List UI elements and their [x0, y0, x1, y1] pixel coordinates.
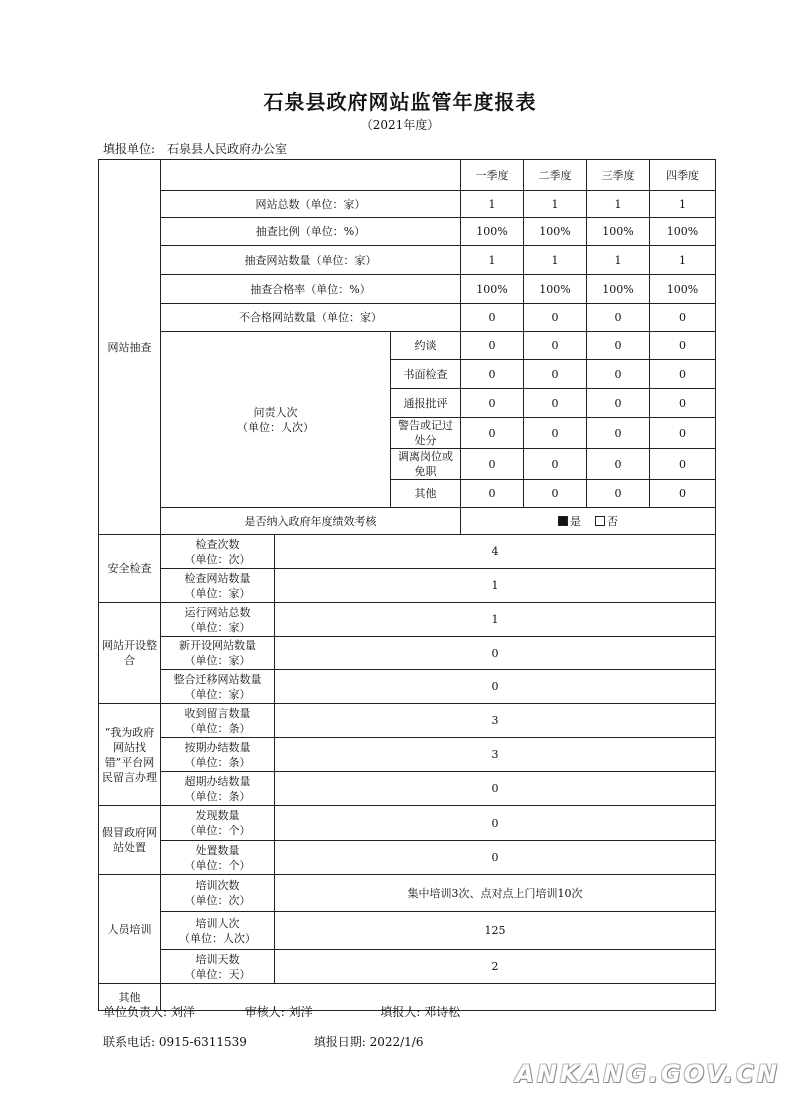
cell-value: 1: [275, 569, 716, 603]
cell-value: 0: [524, 480, 587, 508]
section-message-handling: “我为政府网站找错”平台网民留言办理: [99, 704, 161, 806]
quarter-header: 二季度: [524, 160, 587, 191]
cell-value: 3: [275, 738, 716, 772]
cell-value: 0: [524, 449, 587, 480]
cell-value: 0: [461, 304, 524, 332]
quarter-header: 三季度: [587, 160, 650, 191]
unchecked-box-icon: [595, 516, 605, 526]
table-row: [99, 637, 716, 670]
cell-value: 0: [524, 304, 587, 332]
filler-label: 填报人:: [380, 1005, 421, 1019]
cell-value: 0: [275, 772, 716, 806]
table-row: [99, 704, 716, 738]
report-table: [98, 159, 716, 1011]
section-sampling: 网站抽查: [99, 160, 161, 535]
cell-value: 1: [587, 246, 650, 275]
cell-value: 0: [275, 841, 716, 875]
cell-value: 0: [587, 480, 650, 508]
cell-value: 100%: [461, 275, 524, 304]
table-row: [99, 772, 716, 806]
header-blank: [161, 160, 461, 191]
cell-value: 0: [587, 418, 650, 449]
cell-value: 100%: [461, 218, 524, 246]
table-row: [99, 275, 716, 304]
table-row: [99, 191, 716, 218]
checked-box-icon: [558, 516, 568, 526]
row-label: 约谈: [391, 332, 461, 360]
cell-value: 0: [587, 449, 650, 480]
cell-value: 0: [650, 389, 716, 418]
cell-value: 3: [275, 704, 716, 738]
head-value: 刘洋: [170, 1005, 195, 1019]
phone-label: 联系电话:: [103, 1035, 156, 1049]
cell-value: 0: [587, 332, 650, 360]
section-training: 人员培训: [99, 875, 161, 984]
cell-value: 集中培训3次、点对点上门培训10次: [275, 875, 716, 912]
cell-value: 100%: [650, 275, 716, 304]
row-label: 收到留言数量 （单位：条）: [161, 704, 275, 738]
table-row: [99, 806, 716, 841]
table-row: [99, 304, 716, 332]
row-label: 培训天数 （单位：天）: [161, 950, 275, 984]
performance-choice: [461, 508, 716, 535]
cell-value: 0: [650, 304, 716, 332]
row-label: 新开设网站数量 （单位：家）: [161, 637, 275, 670]
report-title: 石泉县政府网站监管年度报表: [263, 90, 537, 114]
row-label: 不合格网站数量（单位：家）: [161, 304, 461, 332]
cell-value: 100%: [587, 218, 650, 246]
row-label: 其他: [391, 480, 461, 508]
row-label: 检查网站数量 （单位：家）: [161, 569, 275, 603]
cell-value: 0: [524, 389, 587, 418]
report-year: （2021年度）: [360, 118, 440, 132]
cell-value: 0: [524, 360, 587, 389]
performance-row: [99, 508, 716, 535]
fill-unit-label: 填报单位:: [103, 142, 156, 156]
cell-value: 0: [587, 389, 650, 418]
cell-value: 0: [650, 418, 716, 449]
table-row: [99, 875, 716, 912]
table-row: [99, 912, 716, 950]
row-label: 发现数量 （单位：个）: [161, 806, 275, 841]
head-label: 单位负责人:: [103, 1005, 168, 1019]
phone-value: 0915-6311539: [158, 1035, 247, 1049]
footer-signatures: [103, 1003, 460, 1020]
cell-value: 0: [524, 418, 587, 449]
row-label: 抽查合格率（单位：%）: [161, 275, 461, 304]
accountability-label: [161, 332, 391, 508]
fill-unit: [103, 140, 287, 157]
cell-value: 1: [461, 246, 524, 275]
cell-value: 0: [275, 670, 716, 704]
row-label: 超期办结数量 （单位：条）: [161, 772, 275, 806]
quarter-header: 一季度: [461, 160, 524, 191]
cell-value: 0: [650, 480, 716, 508]
row-label: 调离岗位或免职: [391, 449, 461, 480]
row-label: 检查次数 （单位：次）: [161, 535, 275, 569]
quarter-header-row: [99, 160, 716, 191]
cell-value: 1: [587, 191, 650, 218]
cell-value: 0: [650, 449, 716, 480]
cell-value: 100%: [524, 275, 587, 304]
table-row: [99, 569, 716, 603]
table-row: [99, 246, 716, 275]
cell-value: 0: [587, 360, 650, 389]
cell-value: 0: [275, 806, 716, 841]
accountability-label-line2: （单位：人次）: [237, 420, 314, 434]
cell-value: 4: [275, 535, 716, 569]
row-label: 培训人次 （单位：人次）: [161, 912, 275, 950]
cell-value: 0: [461, 449, 524, 480]
cell-value: 0: [650, 332, 716, 360]
watermark: ANKANG.GOV.CN: [515, 1060, 780, 1088]
cell-value: 1: [650, 191, 716, 218]
row-label: 警告或记过处分: [391, 418, 461, 449]
date-label: 填报日期:: [313, 1035, 366, 1049]
row-label: 培训次数 （单位：次）: [161, 875, 275, 912]
cell-value: 100%: [524, 218, 587, 246]
table-row: [99, 218, 716, 246]
table-row: [99, 535, 716, 569]
performance-no: 否: [607, 514, 619, 528]
cell-value: 0: [461, 418, 524, 449]
table-row: [99, 670, 716, 704]
cell-value: 0: [461, 480, 524, 508]
date-value: 2022/1/6: [369, 1035, 424, 1049]
table-row: [99, 950, 716, 984]
footer-contact: [103, 1033, 423, 1050]
filler-value: 邓诗松: [424, 1005, 461, 1019]
cell-value: 1: [461, 191, 524, 218]
cell-value: 0: [650, 360, 716, 389]
cell-value: 100%: [587, 275, 650, 304]
row-label: 运行网站总数 （单位：家）: [161, 603, 275, 637]
row-label: 抽查比例（单位：%）: [161, 218, 461, 246]
accountability-label-line1: 问责人次: [253, 405, 298, 419]
section-other: 其他: [99, 984, 161, 1011]
row-label: 按期办结数量 （单位：条）: [161, 738, 275, 772]
row-label: 网站总数（单位：家）: [161, 191, 461, 218]
cell-value: 100%: [650, 218, 716, 246]
row-label: 书面检查: [391, 360, 461, 389]
section-site-integration: 网站开设整合: [99, 603, 161, 704]
row-label: 抽查网站数量（单位：家）: [161, 246, 461, 275]
reviewer-value: 刘洋: [288, 1005, 313, 1019]
section-fake-sites: 假冒政府网站处置: [99, 806, 161, 875]
cell-value: 125: [275, 912, 716, 950]
cell-value: 0: [461, 389, 524, 418]
cell-value: 2: [275, 950, 716, 984]
cell-value: 1: [275, 603, 716, 637]
table-row: [99, 332, 716, 360]
cell-value: 0: [275, 637, 716, 670]
cell-value: 1: [524, 246, 587, 275]
row-label: 整合迁移网站数量 （单位：家）: [161, 670, 275, 704]
cell-value: 0: [461, 360, 524, 389]
row-label: 处置数量 （单位：个）: [161, 841, 275, 875]
cell-value: 0: [587, 304, 650, 332]
reviewer-label: 审核人:: [244, 1005, 285, 1019]
table-row: [99, 841, 716, 875]
cell-value: 1: [524, 191, 587, 218]
cell-value: 0: [461, 332, 524, 360]
performance-label: 是否纳入政府年度绩效考核: [161, 508, 461, 535]
row-label: 通报批评: [391, 389, 461, 418]
cell-value: 0: [524, 332, 587, 360]
performance-yes: 是: [570, 514, 582, 528]
table-row: [99, 603, 716, 637]
quarter-header: 四季度: [650, 160, 716, 191]
section-security-check: 安全检查: [99, 535, 161, 603]
fill-unit-value: 石泉县人民政府办公室: [167, 142, 288, 156]
table-row: [99, 738, 716, 772]
cell-value: 1: [650, 246, 716, 275]
